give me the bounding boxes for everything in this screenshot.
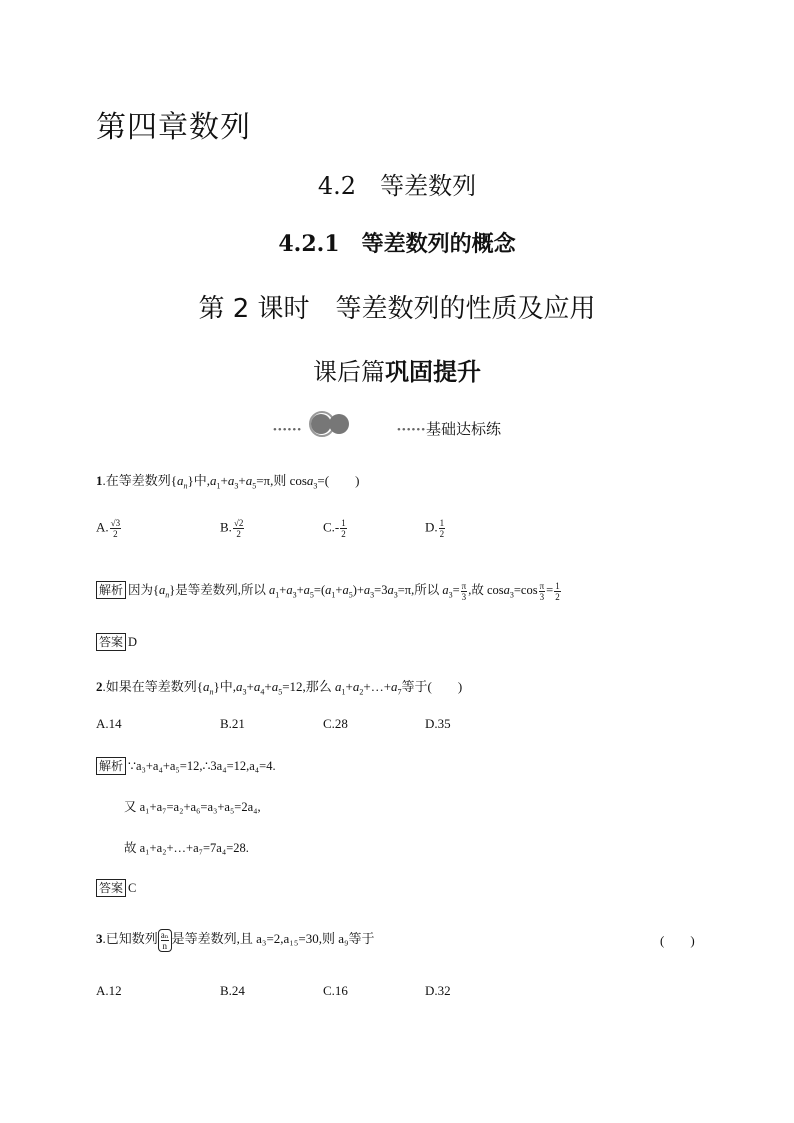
- q1-option-c: C.- $\frac{1}{2}$: [323, 518, 346, 539]
- question-2: 2.如果在等差数列$\{a_n\}$中$,a_3+a_4+a_5=12$,那么 $a_1+a_2+\dots+a_7$等于( ): [96, 679, 463, 697]
- question-number: 3: [96, 931, 103, 946]
- question-3: 3.已知数列 $\frac{\text{aₙ}}{n}$ 是等差数列,且 a₃=2,a₁₅=30,则 a₉等于: [96, 929, 375, 951]
- q2-analysis-line-2: 又 a₁+a₇=a₂+a₆=a₃+a₅=2a₄,: [124, 800, 261, 814]
- q2-option-d: D.35: [425, 716, 451, 731]
- level-label: 基础达标练: [426, 420, 502, 438]
- q1-stem-d: =( ): [317, 473, 360, 488]
- question-number: 1: [96, 473, 103, 488]
- dots-left: ••••••: [273, 424, 303, 436]
- answer-tag: 答案: [96, 633, 126, 651]
- analysis-tag: 解析: [96, 581, 126, 599]
- q1-stem-c: =π,则 cos: [256, 473, 307, 488]
- level-banner: [273, 410, 533, 440]
- q2-option-b: B.21: [220, 716, 245, 731]
- q2-option-c: C.28: [323, 716, 348, 731]
- q1-analysis: 解析 因为$\{a_n\}$是等差数列,所以 $a_1+a_3+a_5=(a_1+a_5)+a_3=3a_3=\pi$,所以 $a_3=$ $\frac{\pi}{3}$ ,故 cosa$_3$=cos $\frac{\pi}{3}$ = $\frac{1}{2}$: [96, 580, 562, 602]
- q1-answer-value: D: [128, 635, 138, 649]
- question-1: 1.在等差数列$\{a_n\}$中$,a_1+a_3+a_5=\pi$,则 cosa$_3$=( ): [96, 473, 360, 491]
- q2-analysis-line-3: 故 a₁+a₂+…+a₇=7a₄=28.: [124, 841, 249, 855]
- q1-answer: [96, 633, 137, 651]
- q3-answer-paren: ( ): [660, 933, 695, 948]
- chapter-title: 第四章数列: [96, 110, 251, 145]
- q1-stem-a: .在等差数列{: [102, 473, 177, 488]
- after-class-bold: 巩固提升: [385, 358, 481, 386]
- q2-analysis-line-1: ∵a₃+a₄+a₅=12,∴3a₄=12,a₄=4.: [128, 759, 276, 773]
- circle-dark-icon-2: [329, 414, 349, 434]
- circle-dark-icon: [311, 414, 331, 434]
- question-number: 2: [96, 679, 103, 694]
- after-class-prefix: 课后篇: [313, 358, 385, 386]
- q3-sequence-fraction: $\frac{\text{aₙ}}{n}$: [158, 929, 172, 952]
- q1-option-b: B. $\frac{√2}{2}$: [220, 518, 244, 539]
- q2-analysis: [96, 757, 276, 775]
- dots-right: ••••••: [397, 424, 427, 436]
- section-title: 4.2 等差数列: [317, 172, 477, 200]
- q2-answer: [96, 879, 136, 897]
- analysis-tag: 解析: [96, 757, 126, 775]
- lesson-title: 第 2 课时 等差数列的性质及应用: [198, 294, 596, 324]
- q2-answer-value: C: [128, 881, 137, 895]
- q1-stem-b: }中,: [187, 473, 210, 488]
- q1-option-a: A. $\frac{√3}{2}$: [96, 518, 121, 539]
- q3-option-c: C.16: [323, 983, 348, 998]
- q1-option-d: D. $\frac{1}{2}$: [425, 518, 445, 539]
- q3-option-d: D.32: [425, 983, 451, 998]
- q3-option-b: B.24: [220, 983, 245, 998]
- after-class-heading: [0, 352, 794, 387]
- answer-tag: 答案: [96, 879, 126, 897]
- q3-option-a: A.12: [96, 983, 122, 998]
- q2-option-a: A.14: [96, 716, 122, 731]
- subsection-title: 4.2.1 等差数列的概念: [278, 231, 516, 257]
